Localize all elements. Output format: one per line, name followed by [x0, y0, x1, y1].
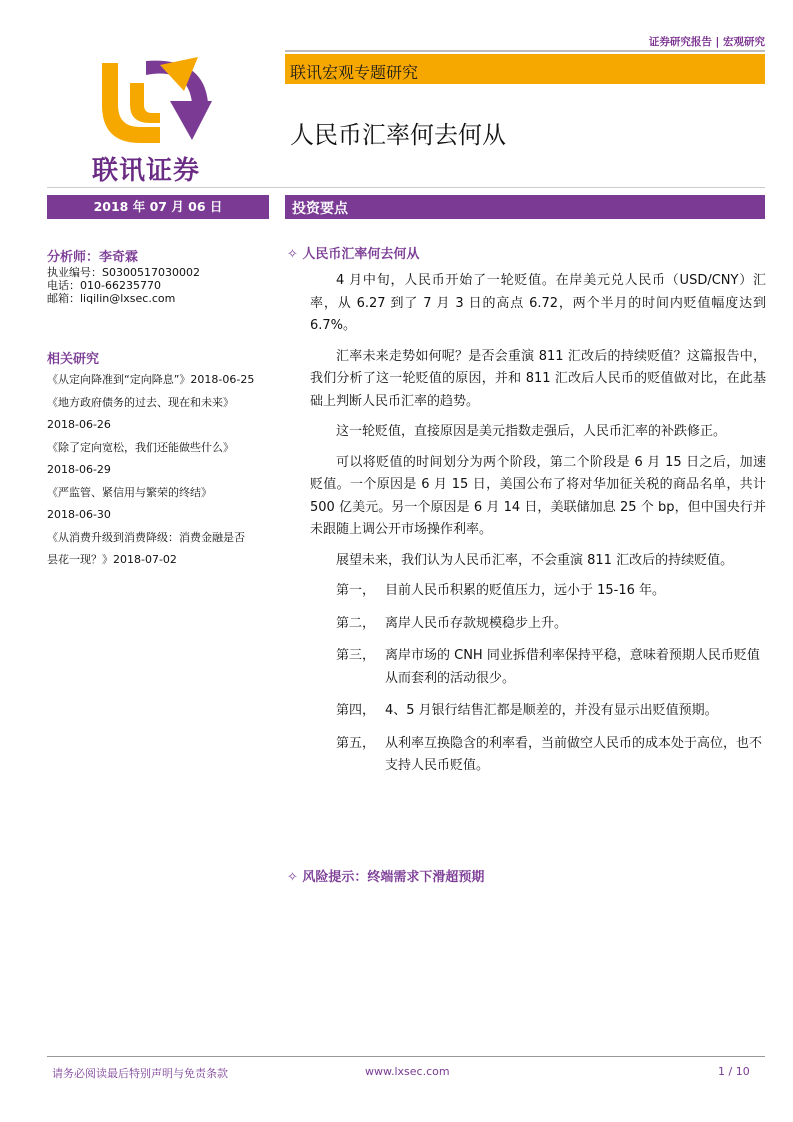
body-paragraph: 汇率未来走势如何呢？是否会重演 811 汇改后的持续贬值？这篇报告中，我们分析了这一轮贬值的原因，并和 811 汇改后人民币的贬值做对比，在此基础上判断人民币汇率的趋势。: [310, 348, 766, 409]
analyst-email[interactable]: 邮箱：liqilin@lxsec.com: [47, 292, 176, 305]
related-line: 2018-06-29: [47, 463, 111, 476]
reason-item: [310, 580, 766, 603]
related-line: 2018-06-26: [47, 418, 111, 431]
reason-label: 第二，: [336, 615, 376, 631]
reason-item: [310, 733, 766, 778]
related-line[interactable]: 《从消费升级到消费降级：消费金融是否: [47, 530, 245, 544]
reason-item: [310, 700, 766, 723]
related-line[interactable]: 昙花一现？》2018-07-02: [47, 553, 177, 566]
page-number: 1 / 10: [718, 1065, 750, 1078]
reason-label: 第一，: [336, 583, 376, 598]
company-logo: [100, 55, 220, 150]
risk-warning: ✧ 风险提示：终端需求下滑超预期: [287, 870, 485, 885]
report-category-tag: 证券研究报告 | 宏观研究: [648, 36, 765, 48]
footer-divider: [47, 1056, 765, 1057]
related-line[interactable]: 《地方政府债务的过去、现在和未来》: [47, 395, 234, 409]
section-body: [310, 270, 766, 788]
reason-item: [310, 645, 766, 690]
series-title: 联讯宏观专题研究: [290, 63, 419, 82]
title-divider: [47, 187, 765, 188]
header-divider: [285, 50, 765, 52]
key-points-banner: [285, 195, 765, 219]
body-paragraph: 展望未来，我们认为人民币汇率，不会重演 811 汇改后的持续贬值。: [336, 552, 734, 568]
reason-text: 离岸市场的 CNH 同业拆借利率保持平稳，意味着预期人民币贬值从而套利的活动很少。: [385, 648, 760, 686]
reason-item: [310, 613, 766, 636]
analyst-phone: 电话：010-66235770: [47, 279, 161, 292]
reason-text: 目前人民币积累的贬值压力，远小于 15-16 年。: [385, 583, 666, 598]
related-line[interactable]: 《从定向降准到“定向降息”》2018-06-25: [47, 373, 255, 386]
reason-text: 离岸人民币存款规模稳步上升。: [385, 615, 568, 631]
analyst-license: 执业编号：S0300517030002: [47, 266, 200, 279]
reason-text: 4、5 月银行结售汇都是顺差的，并没有显示出贬值预期。: [385, 703, 718, 718]
key-points-title: 投资要点: [292, 201, 348, 217]
body-paragraph: 4 月中旬，人民币开始了一轮贬值。在岸美元兑人民币（USD/CNY）汇率，从 6.27 到了 7 月 3 日的高点 6.72，两个半月的时间内贬值幅度达到 6.7%。: [310, 273, 766, 333]
report-date: 2018 年 07 月 06 日: [47, 195, 269, 219]
analyst-name: 分析师：李奇霖: [47, 250, 139, 265]
related-research-list: [47, 369, 269, 572]
body-paragraph: 这一轮贬值，直接原因是美元指数走强后，人民币汇率的补跌修正。: [336, 424, 727, 439]
reason-label: 第五，: [336, 735, 376, 751]
related-line[interactable]: 《严监管、紧信用与繁荣的终结》: [47, 485, 212, 499]
reason-label: 第四，: [336, 703, 376, 718]
report-title: 人民币汇率何去何从: [290, 121, 506, 149]
company-logo-text: 联讯证券: [92, 156, 201, 186]
footer-disclaimer[interactable]: 请务必阅读最后特别声明与免责条款: [52, 1067, 228, 1080]
body-paragraph: 可以将贬值的时间划分为两个阶段，第二个阶段是 6 月 15 日之后，加速贬值。一个原因是 6 月 15 日，美国公布了将对华加征关税的商品名单，共计 500 亿美元。另一个原因是 6 月 14 日，美联储加息 25 个 bp，但中国央行并未跟随上调公开市场操作利率。: [310, 454, 766, 537]
footer-website[interactable]: www.lxsec.com: [365, 1065, 450, 1078]
reason-text: 从利率互换隐含的利率看，当前做空人民币的成本处于高位，也不支持人民币贬值。: [385, 735, 763, 773]
related-line: 2018-06-30: [47, 508, 111, 521]
reason-label: 第三，: [336, 648, 376, 663]
section-heading: ✧ 人民币汇率何去何从: [287, 247, 420, 262]
related-line[interactable]: 《除了定向宽松，我们还能做些什么》: [47, 440, 234, 454]
related-research-title: 相关研究: [47, 352, 100, 367]
